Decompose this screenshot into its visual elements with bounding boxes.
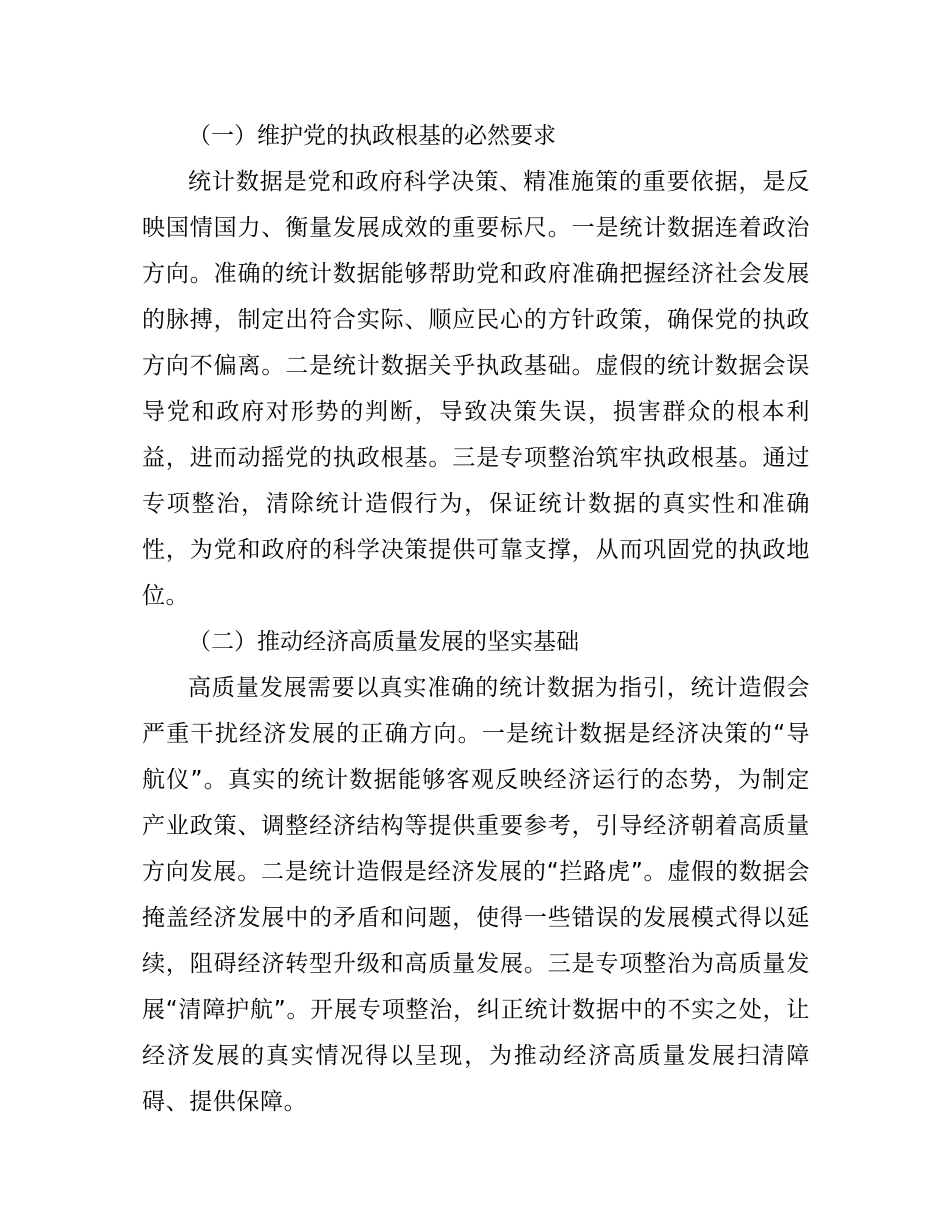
section-body-2: 高质量发展需要以真实准确的统计数据为指引，统计造假会严重干扰经济发展的正确方向。一是统计数据是经济决策的“导航仪”。真实的统计数据能够客观反映经济运行的态势，为制定产业政策、调整经济结构等提供重要参考，引导经济朝着高质量方向发展。二是统计造假是经济发展的“拦路虎”。虚假的数据会掩盖经济发展中的矛盾和问题，使得一些错误的发展模式得以延续，阻碍经济转型升级和高质量发展。三是专项整治为高质量发展“清障护航”。开展专项整治，纠正统计数据中的不实之处，让经济发展的真实情况得以呈现，为推动经济高质量发展扫清障碍、提供保障。	[142, 675, 810, 1115]
document-page	[142, 113, 810, 1125]
section-heading-1: （一）维护党的执政根基的必然要求	[188, 123, 556, 149]
section-heading-2: （二）推动经济高质量发展的坚实基础	[188, 629, 579, 655]
section-body-1: 统计数据是党和政府科学决策、精准施策的重要依据，是反映国情国力、衡量发展成效的重要标尺。一是统计数据连着政治方向。准确的统计数据能够帮助党和政府准确把握经济社会发展的脉搏，制定出符合实际、顺应民心的方针政策，确保党的执政方向不偏离。二是统计数据关乎执政基础。虚假的统计数据会误导党和政府对形势的判断，导致决策失误，损害群众的根本利益，进而动摇党的执政根基。三是专项整治筑牢执政根基。通过专项整治，清除统计造假行为，保证统计数据的真实性和准确性，为党和政府的科学决策提供可靠支撑，从而巩固党的执政地位。	[142, 169, 810, 609]
